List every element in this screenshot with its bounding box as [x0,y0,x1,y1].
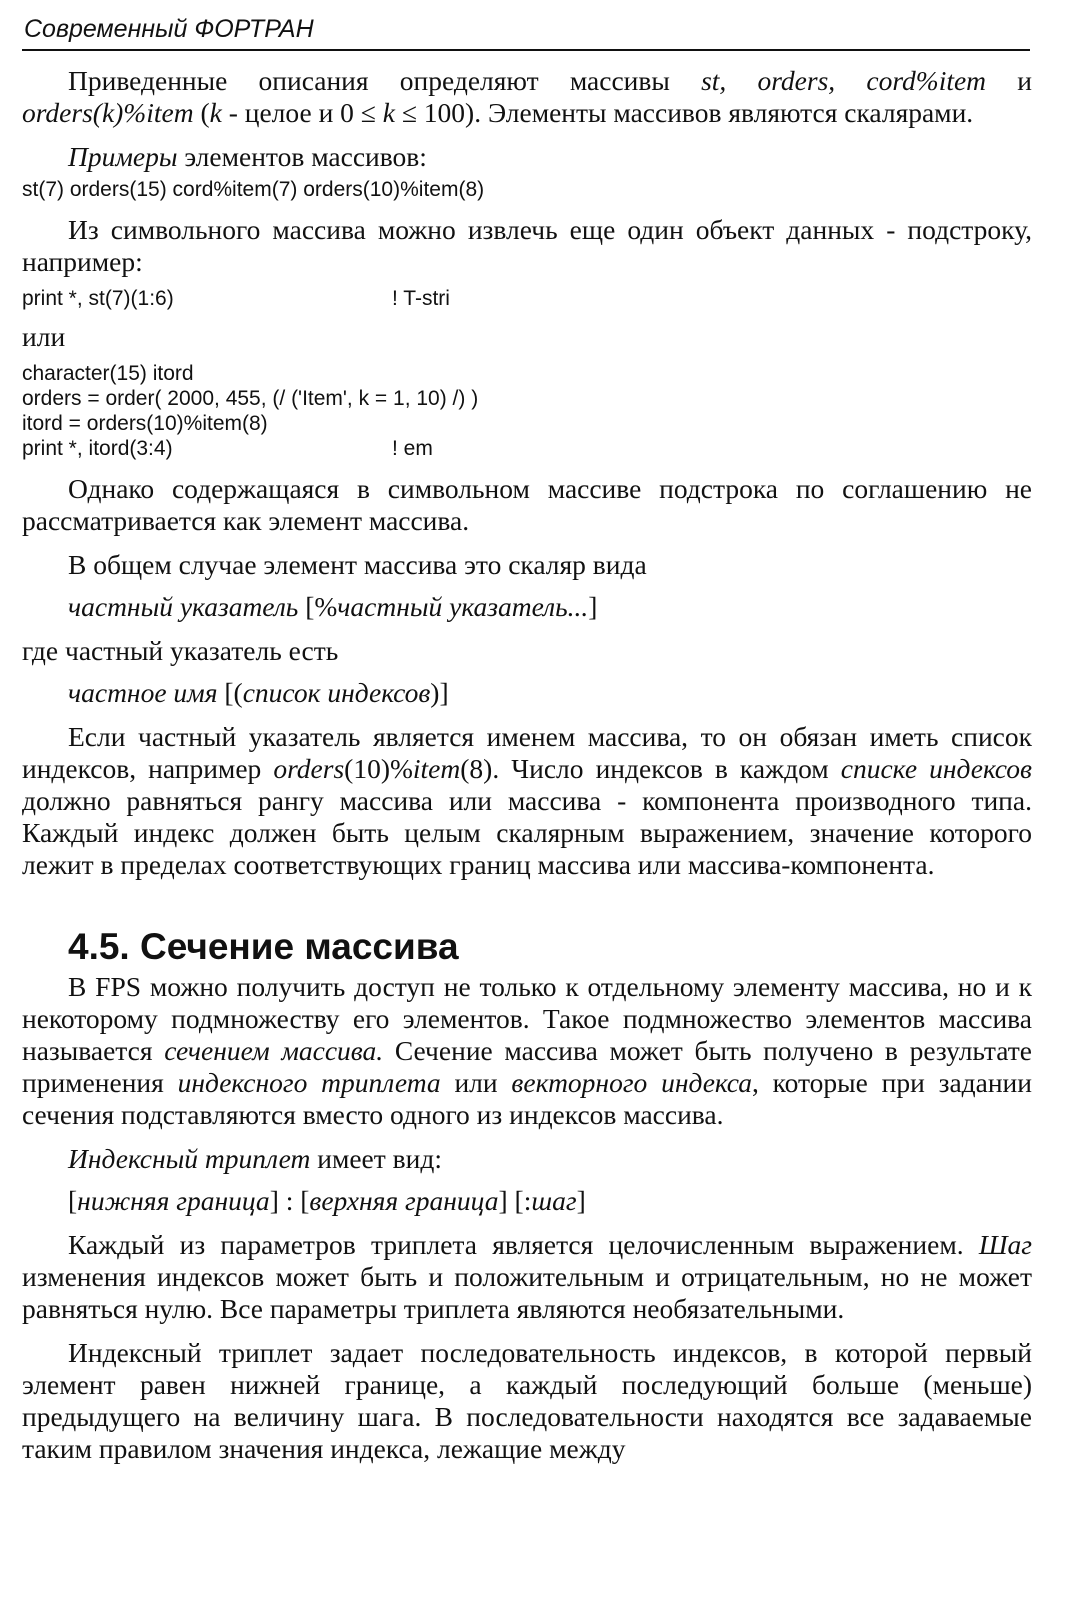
italic-text: списке индексов [840,753,1032,784]
code-block-substring [22,286,1032,311]
paragraph-substring-note: Однако содержащаяся в символьном массиве подстрока по соглашению не рассматривается как элемент массива. [22,473,1032,536]
code-line [22,436,1032,461]
italic-text: частное имя [68,677,218,708]
text: ] [576,1185,586,1216]
italic-text: шаг [531,1185,577,1216]
paragraph-array-section [22,971,1032,1131]
text: - целое и 0 ≤ [221,97,383,128]
italic-text: сечением массива. [164,1035,384,1066]
text: или [440,1067,512,1098]
text: и [986,65,1032,96]
italic-text: k [382,97,395,128]
book-page [22,14,1032,1465]
italic-text: векторного индекса [511,1067,752,1098]
italic-text: st, orders, cord%item [701,65,987,96]
text: (10)% [344,753,413,784]
text: [% [298,591,338,622]
paragraph-index-list [22,721,1032,881]
text: должно равняться рангу массива или массива - компонента производного типа. Каждый индекс должен быть целым скалярным выражением, значение которого лежит в пределах соответствующих границ массива или массива-компонента. [22,785,1032,880]
header-rule [22,49,1030,51]
code-comment: ! T-stri [392,287,450,310]
code-line: character(15) itord [22,362,194,385]
italic-text: нижняя граница [77,1185,270,1216]
text: ] [: [498,1185,532,1216]
italic-text: Примеры [68,141,178,172]
italic-text: индексного триплета [177,1067,441,1098]
code-line: orders = order( 2000, 455, (/ ('Item', k = 1, 10) /) ) [22,387,479,410]
text: ( [193,97,210,128]
italic-text: item [412,753,461,784]
paragraph-where: где частный указатель есть [22,635,339,666]
text: В FPS можно получить доступ не только к отдельному элементу массива, но и к некоторому подмножеству его элементов. Такое подмножество элементов массива называется [22,971,1032,1066]
italic-text: частный указатель [68,591,299,622]
text: , которые при задании сечения подставляются вместо одного из индексов массива. [22,1067,1032,1130]
text: Каждый из параметров триплета является целочисленным выражением. [68,1229,979,1260]
code-line: itord = orders(10)%item(8) [22,412,268,435]
text: [( [217,677,243,708]
text: [ [68,1185,78,1216]
code-line [22,286,1032,311]
text: (8). Число индексов в каждом [460,753,841,784]
paragraph-substring: Из символьного массива можно извлечь еще один объект данных - подстроку, например: [22,214,1032,277]
code-comment: ! em [392,437,433,460]
text: Если частный указатель является именем массива, то он обязан иметь список индексов, например [22,721,1032,784]
italic-text: Шаг [978,1229,1032,1260]
paragraph-triplet-sequence: Индексный триплет задает последовательность индексов, в которой первый элемент равен нижней границе, а каждый последующий больше (меньше) предыдущего на величину шага. В последовательности находятся все задаваемые таким правилом значения индекса, лежащие между [22,1337,1032,1464]
italic-text: Индексный триплет [68,1143,311,1174]
text: элементов массивов: [177,141,427,172]
italic-text: orders(k)%item [22,97,194,128]
connector-word: или [22,321,66,352]
text: )] [430,677,449,708]
text: изменения индексов может быть и положительным и отрицательным, но не может равняться нулю. Все параметры триплета являются необязательными. [22,1261,1032,1324]
formula-part-ref [68,591,1032,623]
italic-text: k [209,97,222,128]
paragraph-examples [22,141,1032,173]
text: Сечение массива может быть получено в результате применения [22,1035,1032,1098]
code-block-itord [22,361,1032,461]
italic-text: верхняя граница [309,1185,499,1216]
paragraph-general-case: В общем случае элемент массива это скаляр вида [68,549,647,580]
italic-text: частный указатель... [337,591,589,622]
code-text: print *, st(7)(1:6) [22,287,174,310]
code-text: print *, itord(3:4) [22,437,173,460]
formula-part-name [68,677,1032,709]
formula-triplet [68,1185,1032,1217]
paragraph-array-descriptions [22,65,1032,129]
paragraph-triplet-form [22,1143,1032,1175]
paragraph-triplet-params [22,1229,1032,1325]
text: Приведенные описания определяют массивы [68,65,702,96]
italic-text: список индексов [242,677,431,708]
section-heading: 4.5. Сечение массива [68,926,459,967]
text: имеет вид: [310,1143,442,1174]
text: ≤ 100). Элементы массивов являются скалярами. [394,97,974,128]
code-block-examples [22,177,1032,202]
running-title: Современный ФОРТРАН [24,15,314,43]
text: ] : [ [269,1185,310,1216]
italic-text: orders [273,753,345,784]
code-line: st(7) orders(15) cord%item(7) orders(10)%item(8) [22,178,485,201]
text: ] [588,591,598,622]
